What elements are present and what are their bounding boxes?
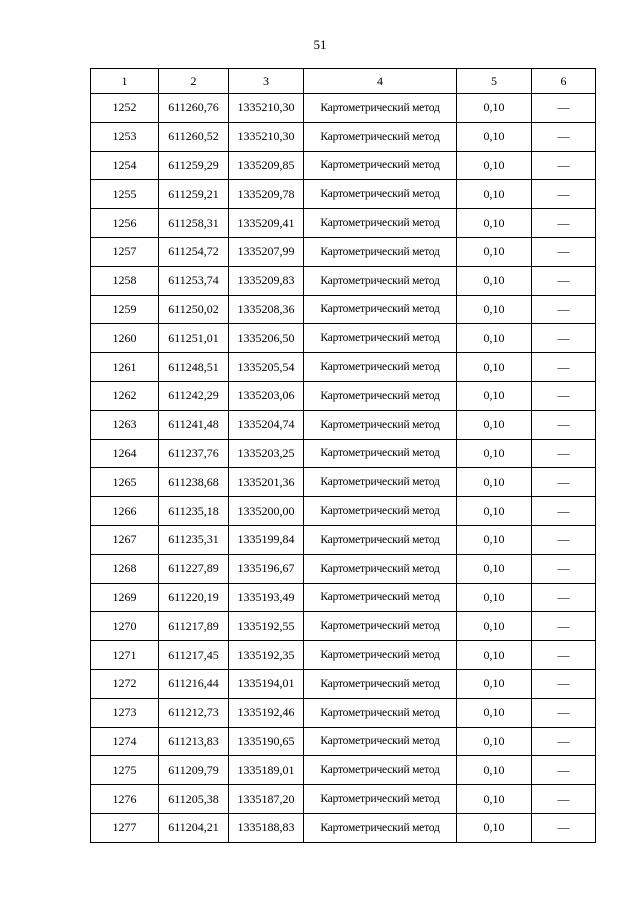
x-coordinate-cell: 611220,19	[159, 583, 229, 612]
y-coordinate-cell: 1335189,01	[229, 756, 304, 785]
x-coordinate-cell: 611227,89	[159, 554, 229, 583]
note-cell: —	[532, 583, 596, 612]
header-col-6: 6	[532, 69, 596, 94]
y-coordinate-cell: 1335209,78	[229, 180, 304, 209]
x-coordinate-cell: 611253,74	[159, 266, 229, 295]
note-cell: —	[532, 439, 596, 468]
table-row	[91, 756, 596, 785]
note-cell: —	[532, 94, 596, 123]
accuracy-cell: 0,10	[457, 468, 532, 497]
accuracy-cell: 0,10	[457, 439, 532, 468]
method-cell: Картометрический метод	[304, 94, 457, 123]
point-number-cell: 1272	[91, 669, 159, 698]
table-row	[91, 785, 596, 814]
table-row	[91, 180, 596, 209]
point-number-cell: 1271	[91, 641, 159, 670]
point-number-cell: 1253	[91, 122, 159, 151]
accuracy-cell: 0,10	[457, 583, 532, 612]
y-coordinate-cell: 1335210,30	[229, 122, 304, 151]
x-coordinate-cell: 611238,68	[159, 468, 229, 497]
y-coordinate-cell: 1335190,65	[229, 727, 304, 756]
note-cell: —	[532, 324, 596, 353]
accuracy-cell: 0,10	[457, 410, 532, 439]
accuracy-cell: 0,10	[457, 122, 532, 151]
x-coordinate-cell: 611260,52	[159, 122, 229, 151]
table-header	[91, 69, 596, 94]
table-row	[91, 525, 596, 554]
y-coordinate-cell: 1335209,41	[229, 209, 304, 238]
y-coordinate-cell: 1335193,49	[229, 583, 304, 612]
method-cell: Картометрический метод	[304, 612, 457, 641]
table-row	[91, 641, 596, 670]
point-number-cell: 1262	[91, 381, 159, 410]
header-row	[91, 69, 596, 94]
point-number-cell: 1255	[91, 180, 159, 209]
y-coordinate-cell: 1335203,25	[229, 439, 304, 468]
accuracy-cell: 0,10	[457, 554, 532, 583]
note-cell: —	[532, 612, 596, 641]
table-row	[91, 813, 596, 842]
y-coordinate-cell: 1335188,83	[229, 813, 304, 842]
x-coordinate-cell: 611216,44	[159, 669, 229, 698]
note-cell: —	[532, 266, 596, 295]
table-row	[91, 554, 596, 583]
accuracy-cell: 0,10	[457, 381, 532, 410]
point-number-cell: 1257	[91, 237, 159, 266]
accuracy-cell: 0,10	[457, 612, 532, 641]
method-cell: Картометрический метод	[304, 785, 457, 814]
accuracy-cell: 0,10	[457, 295, 532, 324]
header-col-2: 2	[159, 69, 229, 94]
x-coordinate-cell: 611258,31	[159, 209, 229, 238]
y-coordinate-cell: 1335196,67	[229, 554, 304, 583]
method-cell: Картометрический метод	[304, 237, 457, 266]
table-row	[91, 381, 596, 410]
note-cell: —	[532, 756, 596, 785]
accuracy-cell: 0,10	[457, 94, 532, 123]
page-number: 51	[313, 37, 327, 52]
table-row	[91, 266, 596, 295]
accuracy-cell: 0,10	[457, 180, 532, 209]
note-cell: —	[532, 122, 596, 151]
method-cell: Картометрический метод	[304, 295, 457, 324]
note-cell: —	[532, 381, 596, 410]
table-row	[91, 669, 596, 698]
method-cell: Картометрический метод	[304, 410, 457, 439]
header-col-5: 5	[457, 69, 532, 94]
x-coordinate-cell: 611251,01	[159, 324, 229, 353]
accuracy-cell: 0,10	[457, 324, 532, 353]
method-cell: Картометрический метод	[304, 324, 457, 353]
accuracy-cell: 0,10	[457, 785, 532, 814]
note-cell: —	[532, 641, 596, 670]
point-number-cell: 1277	[91, 813, 159, 842]
note-cell: —	[532, 209, 596, 238]
x-coordinate-cell: 611205,38	[159, 785, 229, 814]
x-coordinate-cell: 611260,76	[159, 94, 229, 123]
note-cell: —	[532, 353, 596, 382]
method-cell: Картометрический метод	[304, 813, 457, 842]
point-number-cell: 1254	[91, 151, 159, 180]
x-coordinate-cell: 611242,29	[159, 381, 229, 410]
method-cell: Картометрический метод	[304, 727, 457, 756]
y-coordinate-cell: 1335192,55	[229, 612, 304, 641]
table-row	[91, 612, 596, 641]
note-cell: —	[532, 410, 596, 439]
note-cell: —	[532, 237, 596, 266]
note-cell: —	[532, 669, 596, 698]
accuracy-cell: 0,10	[457, 756, 532, 785]
x-coordinate-cell: 611250,02	[159, 295, 229, 324]
method-cell: Картометрический метод	[304, 641, 457, 670]
method-cell: Картометрический метод	[304, 180, 457, 209]
coordinates-table	[90, 68, 596, 843]
note-cell: —	[532, 497, 596, 526]
note-cell: —	[532, 180, 596, 209]
method-cell: Картометрический метод	[304, 468, 457, 497]
method-cell: Картометрический метод	[304, 554, 457, 583]
y-coordinate-cell: 1335206,50	[229, 324, 304, 353]
accuracy-cell: 0,10	[457, 209, 532, 238]
y-coordinate-cell: 1335204,74	[229, 410, 304, 439]
point-number-cell: 1264	[91, 439, 159, 468]
y-coordinate-cell: 1335210,30	[229, 94, 304, 123]
table-row	[91, 583, 596, 612]
point-number-cell: 1263	[91, 410, 159, 439]
x-coordinate-cell: 611237,76	[159, 439, 229, 468]
table-row	[91, 468, 596, 497]
point-number-cell: 1269	[91, 583, 159, 612]
method-cell: Картометрический метод	[304, 669, 457, 698]
accuracy-cell: 0,10	[457, 237, 532, 266]
method-cell: Картометрический метод	[304, 497, 457, 526]
header-col-4: 4	[304, 69, 457, 94]
method-cell: Картометрический метод	[304, 209, 457, 238]
accuracy-cell: 0,10	[457, 353, 532, 382]
y-coordinate-cell: 1335209,83	[229, 266, 304, 295]
x-coordinate-cell: 611212,73	[159, 698, 229, 727]
accuracy-cell: 0,10	[457, 641, 532, 670]
accuracy-cell: 0,10	[457, 266, 532, 295]
method-cell: Картометрический метод	[304, 756, 457, 785]
accuracy-cell: 0,10	[457, 813, 532, 842]
y-coordinate-cell: 1335192,35	[229, 641, 304, 670]
method-cell: Картометрический метод	[304, 583, 457, 612]
accuracy-cell: 0,10	[457, 497, 532, 526]
table-row	[91, 94, 596, 123]
note-cell: —	[532, 813, 596, 842]
y-coordinate-cell: 1335205,54	[229, 353, 304, 382]
accuracy-cell: 0,10	[457, 669, 532, 698]
table-row	[91, 324, 596, 353]
table-row	[91, 410, 596, 439]
point-number-cell: 1273	[91, 698, 159, 727]
note-cell: —	[532, 554, 596, 583]
note-cell: —	[532, 727, 596, 756]
table-row	[91, 122, 596, 151]
method-cell: Картометрический метод	[304, 151, 457, 180]
method-cell: Картометрический метод	[304, 122, 457, 151]
table-row	[91, 698, 596, 727]
y-coordinate-cell: 1335187,20	[229, 785, 304, 814]
x-coordinate-cell: 611248,51	[159, 353, 229, 382]
method-cell: Картометрический метод	[304, 266, 457, 295]
x-coordinate-cell: 611259,21	[159, 180, 229, 209]
point-number-cell: 1265	[91, 468, 159, 497]
x-coordinate-cell: 611217,45	[159, 641, 229, 670]
y-coordinate-cell: 1335194,01	[229, 669, 304, 698]
point-number-cell: 1252	[91, 94, 159, 123]
point-number-cell: 1275	[91, 756, 159, 785]
table-row	[91, 151, 596, 180]
header-col-1: 1	[91, 69, 159, 94]
accuracy-cell: 0,10	[457, 151, 532, 180]
y-coordinate-cell: 1335203,06	[229, 381, 304, 410]
note-cell: —	[532, 151, 596, 180]
point-number-cell: 1267	[91, 525, 159, 554]
method-cell: Картометрический метод	[304, 353, 457, 382]
accuracy-cell: 0,10	[457, 698, 532, 727]
y-coordinate-cell: 1335201,36	[229, 468, 304, 497]
accuracy-cell: 0,10	[457, 525, 532, 554]
point-number-cell: 1276	[91, 785, 159, 814]
note-cell: —	[532, 468, 596, 497]
y-coordinate-cell: 1335199,84	[229, 525, 304, 554]
point-number-cell: 1266	[91, 497, 159, 526]
x-coordinate-cell: 611213,83	[159, 727, 229, 756]
point-number-cell: 1268	[91, 554, 159, 583]
y-coordinate-cell: 1335200,00	[229, 497, 304, 526]
method-cell: Картометрический метод	[304, 698, 457, 727]
x-coordinate-cell: 611241,48	[159, 410, 229, 439]
method-cell: Картометрический метод	[304, 381, 457, 410]
table-row	[91, 439, 596, 468]
method-cell: Картометрический метод	[304, 525, 457, 554]
table-row	[91, 353, 596, 382]
note-cell: —	[532, 698, 596, 727]
y-coordinate-cell: 1335208,36	[229, 295, 304, 324]
y-coordinate-cell: 1335209,85	[229, 151, 304, 180]
header-col-3: 3	[229, 69, 304, 94]
point-number-cell: 1260	[91, 324, 159, 353]
table-row	[91, 727, 596, 756]
x-coordinate-cell: 611235,18	[159, 497, 229, 526]
note-cell: —	[532, 295, 596, 324]
x-coordinate-cell: 611209,79	[159, 756, 229, 785]
x-coordinate-cell: 611217,89	[159, 612, 229, 641]
x-coordinate-cell: 611254,72	[159, 237, 229, 266]
point-number-cell: 1270	[91, 612, 159, 641]
accuracy-cell: 0,10	[457, 727, 532, 756]
table-row	[91, 209, 596, 238]
x-coordinate-cell: 611235,31	[159, 525, 229, 554]
method-cell: Картометрический метод	[304, 439, 457, 468]
table-row	[91, 497, 596, 526]
table-body	[91, 94, 596, 843]
table-row	[91, 237, 596, 266]
point-number-cell: 1258	[91, 266, 159, 295]
table-row	[91, 295, 596, 324]
point-number-cell: 1261	[91, 353, 159, 382]
note-cell: —	[532, 785, 596, 814]
y-coordinate-cell: 1335207,99	[229, 237, 304, 266]
point-number-cell: 1259	[91, 295, 159, 324]
x-coordinate-cell: 611204,21	[159, 813, 229, 842]
y-coordinate-cell: 1335192,46	[229, 698, 304, 727]
note-cell: —	[532, 525, 596, 554]
x-coordinate-cell: 611259,29	[159, 151, 229, 180]
point-number-cell: 1256	[91, 209, 159, 238]
point-number-cell: 1274	[91, 727, 159, 756]
